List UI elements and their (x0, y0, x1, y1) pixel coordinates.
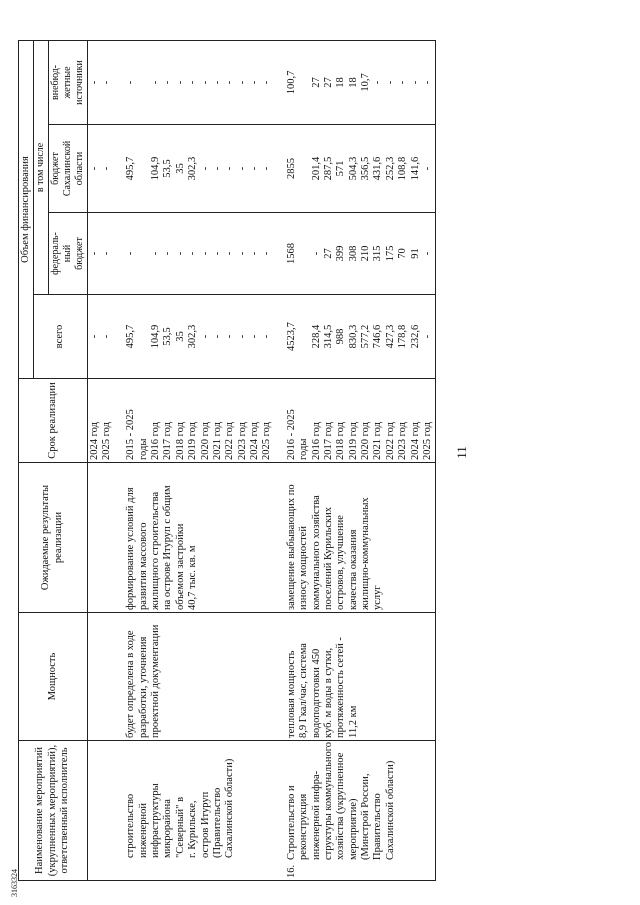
item16-name: Строительство и реконструкция инженерной инфра- структуры коммунального хозяйства (укрупненное мероприятие) (Минстрой России, Правительство Сахалинской области) (285, 741, 396, 860)
header-in-that: в том числе (34, 40, 49, 294)
item15-total: 495,7 104,9 53,5 35 302,3 - - - - - - (124, 295, 275, 379)
item15-extra: - - - - - - - - - - - (124, 40, 275, 124)
table-row-item-16 (285, 40, 436, 880)
cont-total: - - (87, 295, 114, 379)
item16-number: 16. (285, 864, 297, 878)
item16-regional: 2855 201,4 287,5 571 504,3 356,5 431,6 252,3 108,8 141,6 - (285, 125, 436, 213)
item16-extra: 100,7 27 27 18 18 10,7 - - - - - (285, 40, 436, 124)
item16-capacity: тепловая мощность 8,9 Гкал/час, система водоподготовки 450 куб. м воды в сутки, протяженность сетей - 11,2 км (285, 613, 436, 741)
header-extra: внебюд- жетные источники (49, 40, 87, 124)
cont-regional: - - (87, 125, 114, 213)
header-financing: Объем финансирования (19, 40, 34, 378)
header-federal: федераль- ный бюджет (49, 213, 87, 295)
cont-federal: - - (87, 213, 114, 295)
item16-federal: 1568 - 27 399 308 210 315 175 70 91 - (285, 213, 436, 295)
item15-results: формирование условий для развития массового жилищного строительства на острове Итуруп с общим объемом застройки 40,7 тыс. кв. м (124, 463, 275, 613)
header-results: Ожидаемые результаты реализации (19, 463, 88, 613)
header-capacity: Мощность (19, 613, 88, 741)
item15-name: строительство инженерной инфраструктуры микрорайона "Северный" в г. Курильске, остров Итуруп (Правительство Сахалинской области) (124, 741, 275, 881)
item16-name-cell (285, 741, 436, 881)
item15-regional: 495,7 104,9 53,5 35 302,3 - - - - - - (124, 125, 275, 213)
item16-results: замещение выбывающих по износу мощностей коммунального хозяйства поселений Курильских островов, улучшение качества оказания жилищно-коммунальных услуг (285, 463, 436, 613)
item16-total: 4523,7 228,4 314,5 988 830,3 577,2 746,6 427,3 178,8 232,6 - (285, 295, 436, 379)
item15-term: 2015 - 2025 годы 2016 год 2017 год 2018 год 2019 год 2020 год 2021 год 2022 год 2023 год 2024 год 2025 год (124, 379, 275, 463)
header-name: Наименование мероприятий (укрупненных мероприятий), ответственный исполнитель (19, 741, 88, 881)
item15-federal: - - - - - - - - - - - (124, 213, 275, 295)
item15-capacity: будет определена в ходе разработки, уточнения проектной документации (124, 613, 275, 741)
header-total: всего (34, 295, 87, 379)
page-number: 11 (454, 446, 469, 459)
table-row-item-15 (124, 40, 275, 880)
financing-table (18, 40, 436, 881)
cont-term: 2024 год 2025 год (87, 379, 114, 463)
table-row-continued (87, 40, 114, 880)
document-id: 3163324 (10, 869, 19, 897)
header-term: Срок реализации (19, 379, 88, 463)
item16-term: 2016 - 2025 годы 2016 год 2017 год 2018 год 2019 год 2020 год 2021 год 2022 год 2023 год 2024 год 2025 год (285, 379, 436, 463)
cont-extra: - - (87, 40, 114, 124)
header-regional: бюджет Сахалинской области (49, 125, 87, 213)
